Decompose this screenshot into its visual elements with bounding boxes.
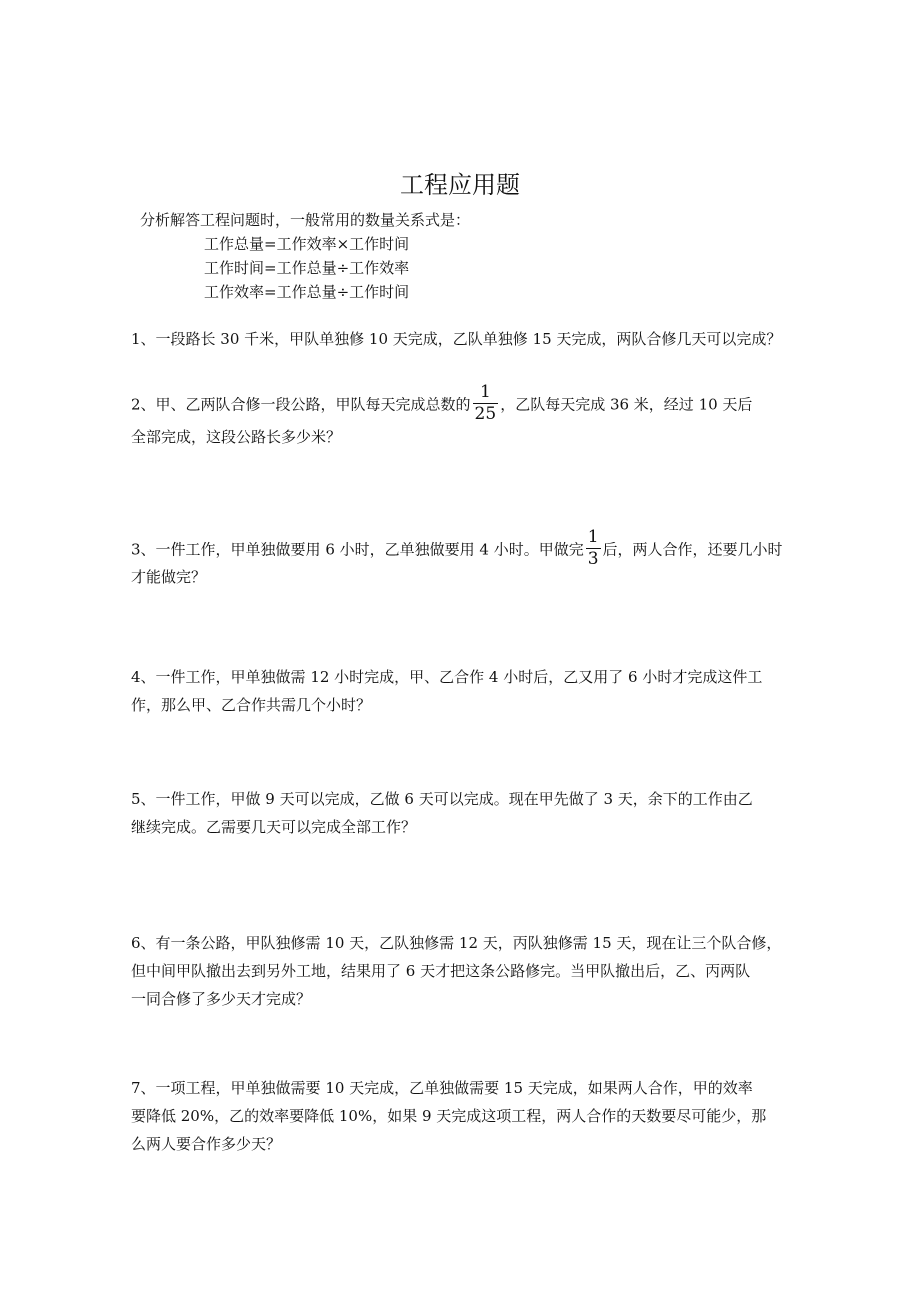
question-2-line-2: 全部完成，这段公路长多少米？ xyxy=(131,428,342,446)
question-4-line-2: 作，那么甲、乙合作共需几个小时？ xyxy=(131,696,372,714)
question-4 xyxy=(131,663,791,719)
fraction-one-twenty-fifth xyxy=(473,384,499,423)
fraction-denominator: 25 xyxy=(474,404,497,424)
fraction-denominator: 3 xyxy=(587,549,599,569)
fraction-one-third xyxy=(586,529,601,568)
formula-work-time: 工作时间=工作总量÷工作效率 xyxy=(204,259,410,277)
question-2 xyxy=(131,382,791,451)
question-5 xyxy=(131,785,791,841)
question-3 xyxy=(131,527,791,591)
question-2-text-after-fraction: ，乙队每天完成 36 米，经过 10 天后 xyxy=(500,395,753,414)
question-7 xyxy=(131,1074,791,1158)
page-title: 工程应用题 xyxy=(400,171,520,199)
question-6-line-2: 但中间甲队撤出去到另外工地，结果用了 6 天才把这条公路修完。当甲队撤出后，乙、丙两队 xyxy=(131,962,751,980)
question-7-line-2: 要降低 20%，乙的效率要降低 10%，如果 9 天完成这项工程，两人合作的天数要尽可能少，那 xyxy=(131,1107,767,1125)
intro-text: 分析解答工程问题时，一般常用的数量关系式是： xyxy=(140,211,471,229)
question-2-line-1 xyxy=(131,382,791,424)
question-2-text-before-fraction: 2、甲、乙两队合修一段公路，甲队每天完成总数的 xyxy=(131,395,471,414)
question-6-line-3: 一同合修了多少天才完成？ xyxy=(131,990,312,1008)
question-5-line-2: 继续完成。乙需要几天可以完成全部工作？ xyxy=(131,818,417,836)
question-1-text: 1、一段路长 30 千米，甲队单独修 10 天完成，乙队单独修 15 天完成，两队合修几天可以完成？ xyxy=(131,330,782,348)
question-3-line-2: 才能做完？ xyxy=(131,568,207,586)
question-7-line-1: 7、一项工程，甲单独做需要 10 天完成，乙单独做需要 15 天完成，如果两人合作，甲的效率 xyxy=(131,1079,753,1097)
question-4-line-1: 4、一件工作，甲单独做需 12 小时完成，甲、乙合作 4 小时后，乙又用了 6 小时才完成这件工 xyxy=(131,668,763,686)
question-1 xyxy=(131,325,791,353)
question-7-line-3: 么两人要合作多少天？ xyxy=(131,1135,282,1153)
question-6-line-1: 6、有一条公路，甲队独修需 10 天，乙队独修需 12 天，丙队独修需 15 天，现在让三个队合修， xyxy=(131,934,782,952)
formula-total-work: 工作总量=工作效率×工作时间 xyxy=(204,235,410,253)
question-3-text-after-fraction: 后，两人合作，还要几小时 xyxy=(602,540,783,559)
fraction-numerator: 1 xyxy=(587,527,599,547)
question-6 xyxy=(131,929,791,1013)
question-3-line-1 xyxy=(131,527,791,569)
question-5-line-1: 5、一件工作，甲做 9 天可以完成，乙做 6 天可以完成。现在甲先做了 3 天，余下的工作由乙 xyxy=(131,790,753,808)
formula-work-efficiency: 工作效率=工作总量÷工作时间 xyxy=(204,283,410,301)
fraction-numerator: 1 xyxy=(473,384,499,404)
question-3-text-before-fraction: 3、一件工作，甲单独做要用 6 小时，乙单独做要用 4 小时。甲做完 xyxy=(131,540,584,559)
